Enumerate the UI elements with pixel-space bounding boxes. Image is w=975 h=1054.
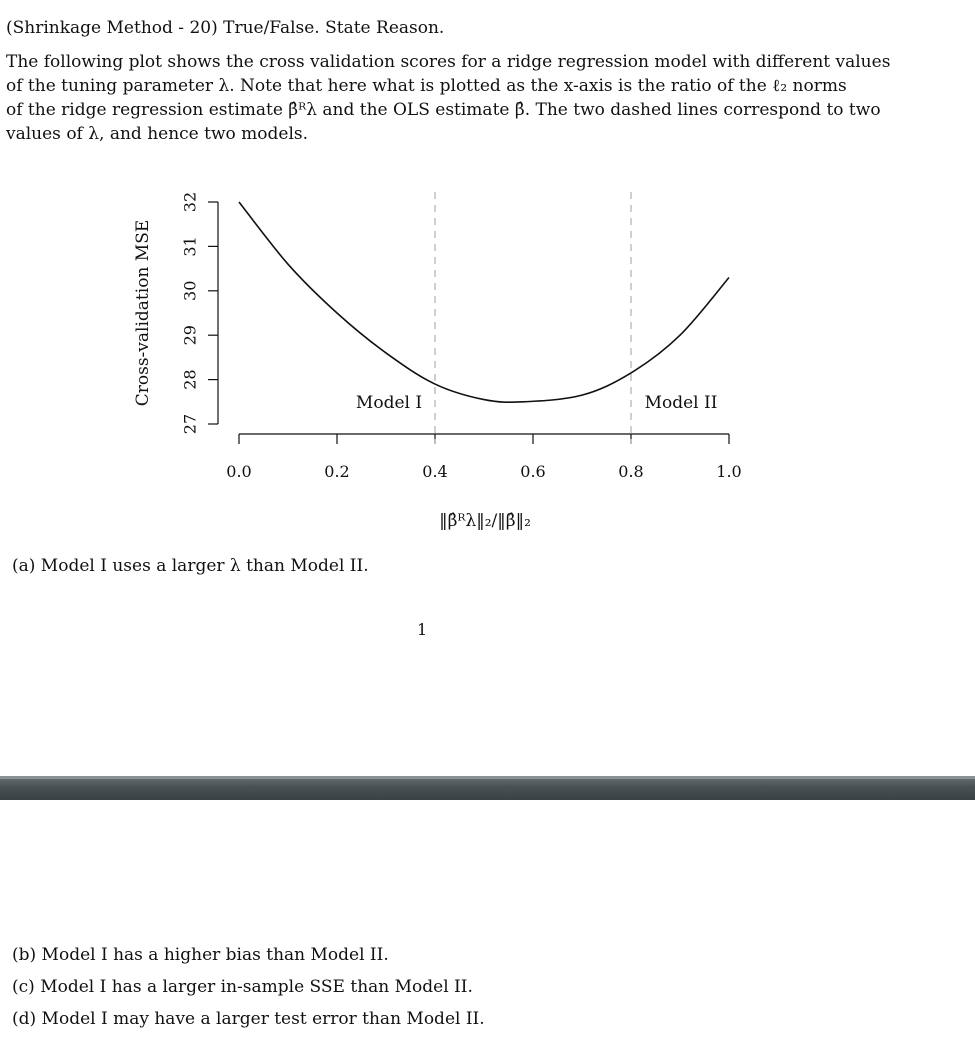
y-tick-label: 31 bbox=[180, 236, 200, 257]
question-b: (b) Model I has a higher bias than Model II. bbox=[12, 945, 389, 965]
x-tick-label: 1.0 bbox=[716, 462, 742, 481]
y-tick-label: 29 bbox=[180, 325, 200, 346]
x-tick-label: 0.6 bbox=[520, 462, 546, 481]
question-d: (d) Model I may have a larger test error than Model II. bbox=[12, 1009, 485, 1029]
y-axis-label: Cross-validation MSE bbox=[133, 219, 153, 407]
x-tick-label: 0.4 bbox=[422, 462, 448, 481]
problem-heading: (Shrinkage Method - 20) True/False. State Reason. bbox=[6, 18, 445, 38]
x-tick-label: 0.2 bbox=[324, 462, 350, 481]
x-axis-label: ‖β̂ᴿλ‖₂/‖β̂‖₂ bbox=[439, 511, 531, 531]
x-tick-label: 0.8 bbox=[618, 462, 644, 481]
model-1-label: Model I bbox=[355, 393, 423, 413]
model-2-label: Model II bbox=[644, 393, 718, 413]
page-separator bbox=[0, 776, 975, 800]
y-tick-label: 30 bbox=[180, 280, 200, 301]
x-tick-label: 0.0 bbox=[226, 462, 252, 481]
description-line-3: of the ridge regression estimate β̂ᴿλ and the OLS estimate β̂. The two dashed lines correspond to two bbox=[6, 100, 881, 120]
description-line-2: of the tuning parameter λ. Note that here what is plotted as the x-axis is the ratio of the ℓ₂ norms bbox=[6, 76, 847, 96]
question-c: (c) Model I has a larger in-sample SSE than Model II. bbox=[12, 977, 473, 997]
y-tick-label: 27 bbox=[180, 413, 200, 435]
description-line-4: values of λ, and hence two models. bbox=[6, 124, 309, 144]
y-tick-label: 28 bbox=[180, 369, 200, 390]
page-number: 1 bbox=[417, 620, 428, 639]
question-a: (a) Model I uses a larger λ than Model II. bbox=[12, 556, 369, 576]
y-tick-label: 32 bbox=[180, 191, 200, 213]
cv-mse-curve bbox=[239, 202, 729, 402]
description-line-1: The following plot shows the cross validation scores for a ridge regression model with different values bbox=[6, 52, 891, 72]
